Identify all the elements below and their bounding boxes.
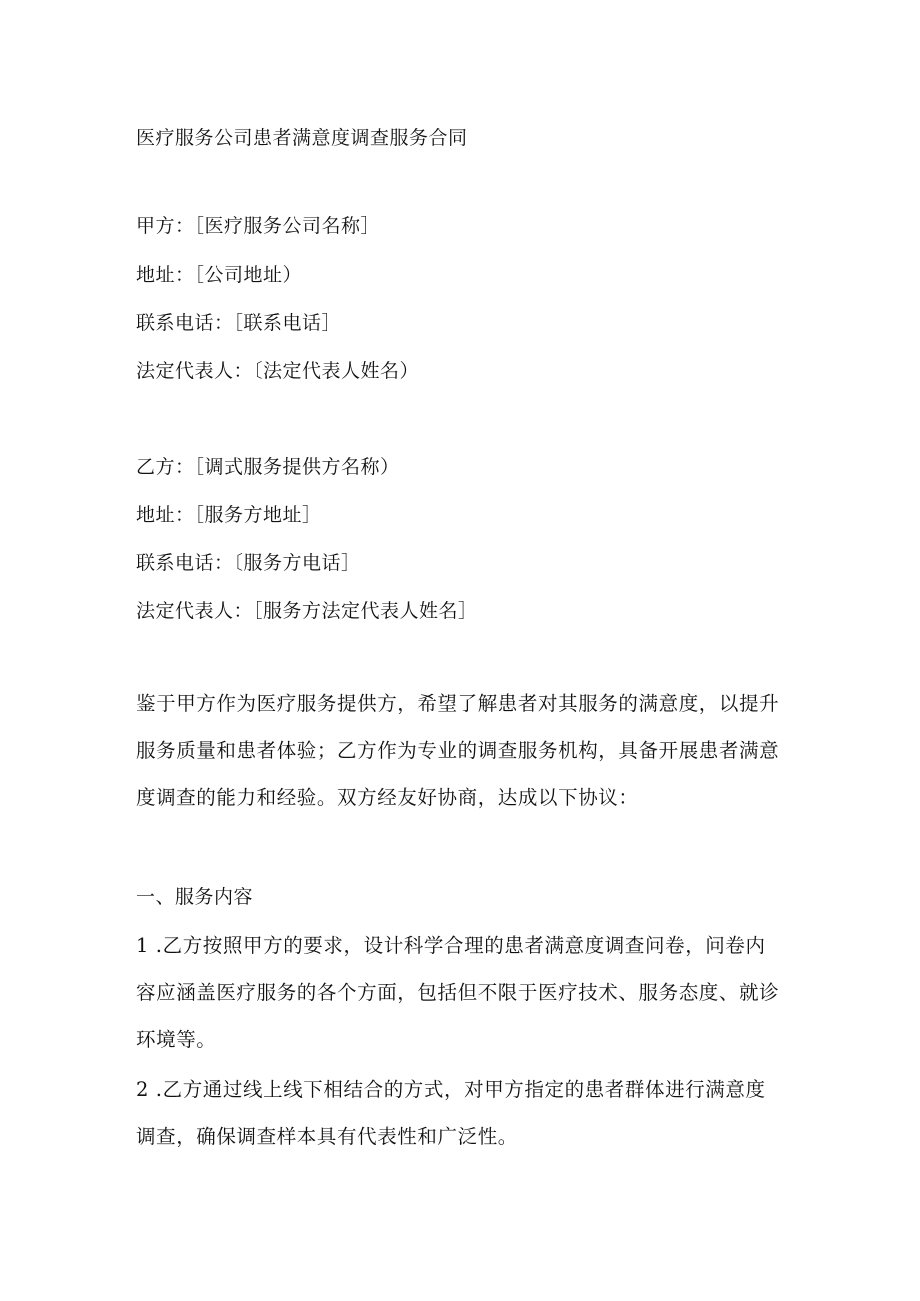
preamble-line: 度调查的能力和经验。双方经友好协商，达成以下协议： [136, 786, 639, 809]
clause-2 [136, 1066, 796, 1160]
party-b-address: 地址：［服务方地址］ [136, 504, 322, 526]
clause-line: 容应涵盖医疗服务的各个方面，包括但不限于医疗技术、服务态度、就诊 [136, 981, 780, 1004]
party-b-representative: 法定代表人：［服务方法定代表人姓名］ [136, 600, 478, 622]
preamble-line: 服务质量和患者体验；乙方作为专业的调查服务机构，具备开展患者满意 [136, 739, 780, 762]
preamble-paragraph [136, 680, 796, 821]
party-b-name: 乙方：［调式服务提供方名称） [136, 456, 400, 478]
party-b-phone: 联系电话：〔服务方电话］ [136, 552, 361, 574]
party-a-address: 地址：［公司地址） [136, 264, 303, 286]
section-heading: 一、服务内容 [136, 886, 254, 908]
party-a-representative: 法定代表人：〔法定代表人姓名） [136, 360, 420, 382]
party-a-name: 甲方：［医疗服务公司名称］ [136, 215, 381, 237]
clause-line: 环境等。 [136, 1028, 217, 1051]
document-title: 医疗服务公司患者满意度调查服务合同 [136, 127, 468, 149]
clause-line: 1 .乙方按照甲方的要求，设计科学合理的患者满意度调查问卷，问卷内 [136, 934, 766, 957]
clause-1 [136, 922, 796, 1063]
preamble-line: 鉴于甲方作为医疗服务提供方，希望了解患者对其服务的满意度，以提升 [136, 692, 780, 715]
clause-line: 调查，确保调查样本具有代表性和广泛性。 [136, 1125, 518, 1148]
clause-line: 2 .乙方通过线上线下相结合的方式，对甲方指定的患者群体进行满意度 [136, 1078, 766, 1101]
party-a-phone: 联系电话：［联系电话］ [136, 312, 342, 334]
